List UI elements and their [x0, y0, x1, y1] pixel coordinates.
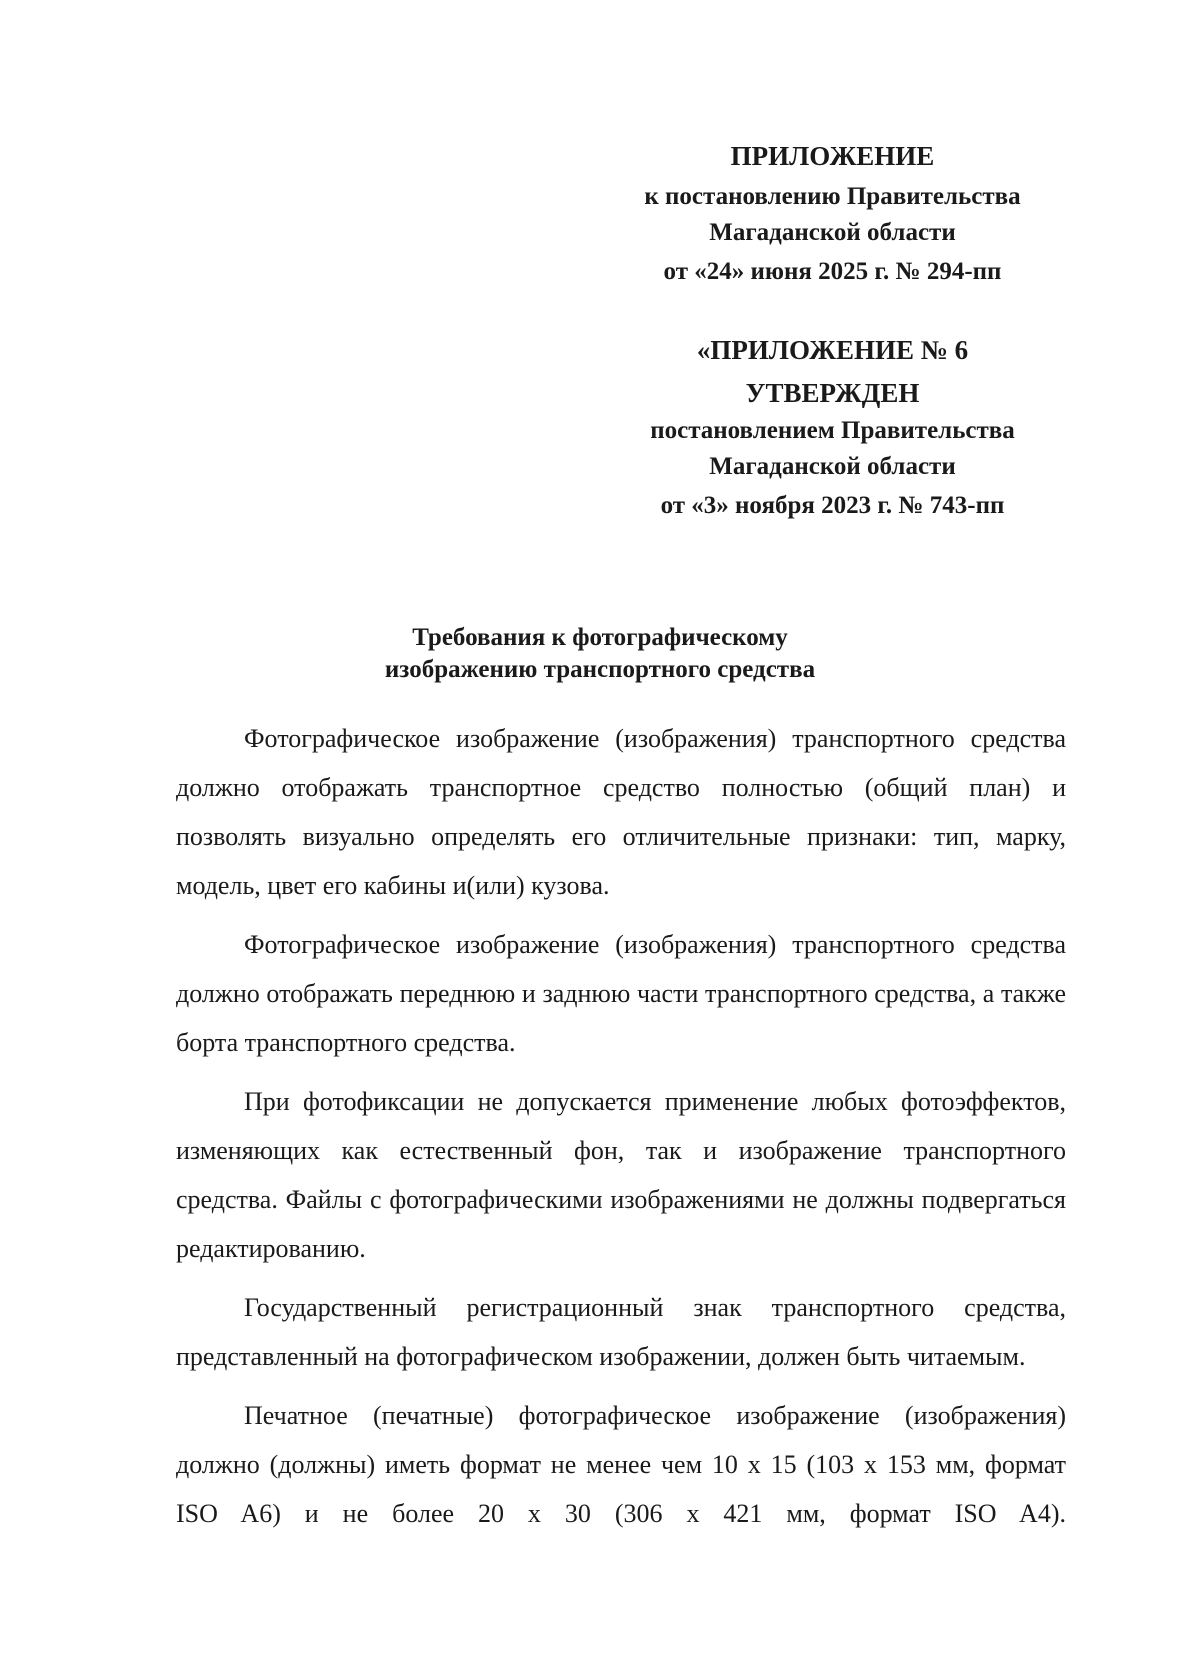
annex-number: «ПРИЛОЖЕНИЕ № 6	[696, 335, 969, 365]
paragraph: Государственный регистрационный знак транспортного средства, представленный на фотографическом изображении, должен быть читаемым.	[176, 1293, 1066, 1371]
paragraph: Фотографическое изображение (изображения) транспортного средства должно отображать транспортное средство полностью (общий план) и позволять визуально определять его отличительные признаки: тип, марку, модель, цвет его кабины и(или) кузова.	[176, 724, 1066, 900]
approved-line-2: Магаданской области	[709, 453, 956, 480]
appendix-title: ПРИЛОЖЕНИЕ	[730, 141, 935, 171]
approved-header	[590, 330, 1075, 524]
document-title-line-2: изображению транспортного средства	[384, 656, 816, 683]
document-body	[176, 714, 1066, 1548]
document-title	[140, 622, 1060, 686]
document-title-line-1: Требования к фотографическому	[412, 624, 788, 651]
approved-line-1: постановлением Правительства	[650, 417, 1015, 444]
paragraph: Печатное (печатные) фотографическое изображение (изображения) должно (должны) иметь формат не менее чем 10 x 15 (103 x 153 мм, формат ISO A6) и не более 20 x 30 (306 x 421 мм, формат ISO A4).	[176, 1401, 1066, 1528]
paragraph: Фотографическое изображение (изображения) транспортного средства должно отображать переднюю и заднюю части транспортного средства, а также борта транспортного средства.	[176, 930, 1066, 1057]
appendix-line-2: Магаданской области	[709, 219, 956, 246]
approved-title: УТВЕРЖДЕН	[745, 378, 920, 408]
appendix-header	[590, 136, 1075, 290]
paragraph: При фотофиксации не допускается применение любых фотоэффектов, изменяющих как естественный фон, так и изображение транспортного средства. Файлы с фотографическими изображениями не должны подвергаться редактированию.	[176, 1087, 1066, 1263]
appendix-line-1: к постановлению Правительства	[644, 183, 1021, 210]
appendix-line-3: от «24» июня 2025 г. № 294-пп	[663, 258, 1002, 285]
approved-line-3: от «3» ноября 2023 г. № 743-пп	[660, 492, 1005, 519]
